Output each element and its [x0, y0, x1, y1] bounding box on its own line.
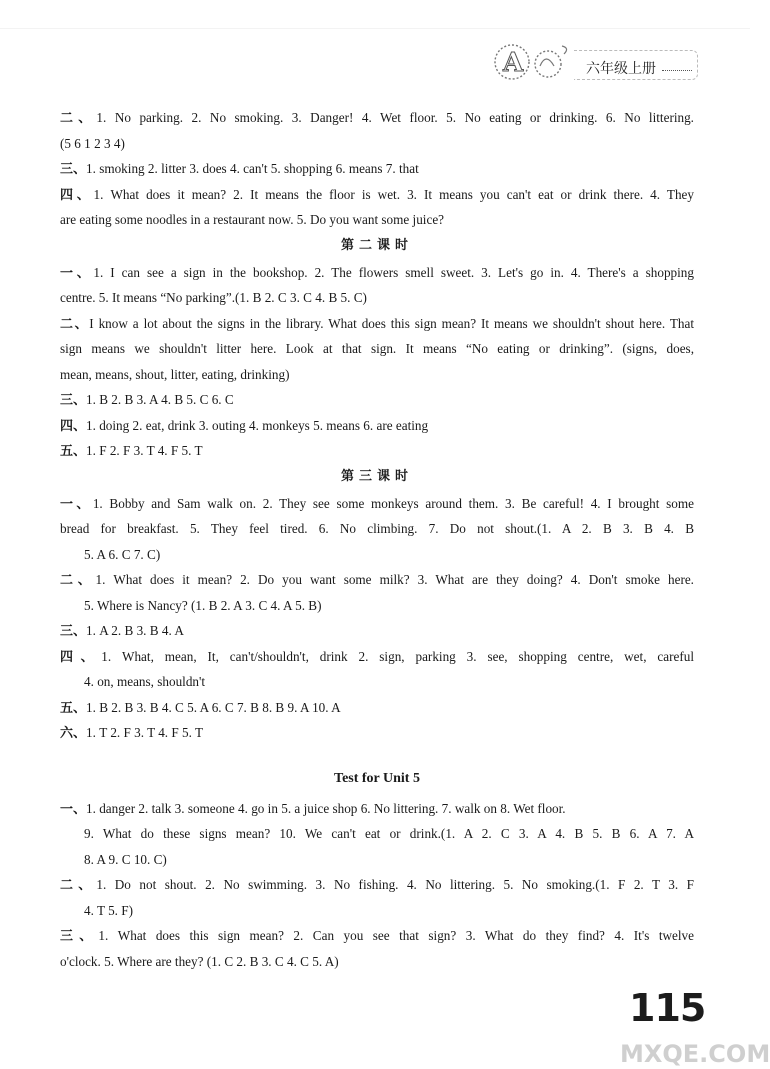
lesson-2-answers: [60, 260, 694, 464]
grade-label: 六年级上册: [586, 61, 656, 77]
answer-line: [60, 821, 694, 847]
book-logo-icon: [492, 38, 576, 82]
answer-text: 1. No parking. 2. No smoking. 3. Danger! 4. Wet floor. 5. No eating or drinking. 6. No littering.: [96, 110, 694, 125]
question-number: 三、: [60, 393, 87, 408]
answer-line: [60, 105, 694, 131]
answer-line: [60, 285, 694, 311]
answer-line: [60, 898, 694, 924]
question-number: 四、: [60, 418, 87, 434]
answer-text: sign means we shouldn't litter here. Look at that sign. It means “No eating or drinking”. (signs, does,: [60, 341, 694, 356]
answer-line: [60, 387, 694, 413]
answer-line: [60, 311, 694, 337]
answer-line: [60, 644, 694, 670]
page-header: [0, 28, 750, 88]
answer-text: 1. I can see a sign in the bookshop. 2. The flowers smell sweet. 3. Let's go in. 4. There's a shopping: [93, 264, 694, 280]
question-number: 三、: [60, 929, 99, 944]
answer-line: [60, 872, 694, 898]
answer-text: 1. What does it mean? 2. Do you want some milk? 3. What are they doing? 4. Don't smoke here.: [95, 572, 694, 587]
unit-answers-block: [60, 105, 694, 233]
question-number: 一、: [60, 265, 94, 281]
answer-text: 1. B 2. B 3. B 4. C 5. A 6. C 7. B 8. B 9. A 10. A: [86, 699, 341, 715]
answer-text: 1. A 2. B 3. B 4. A: [86, 623, 184, 638]
answer-line: [60, 847, 694, 873]
test-answers: [60, 796, 694, 975]
lesson-3-answers: [60, 491, 694, 746]
answer-line: [60, 362, 694, 388]
answer-text: 5. Where is Nancy? (1. B 2. A 3. C 4. A 5. B): [84, 597, 322, 613]
answer-key-content: [60, 105, 694, 974]
answer-text: 1. T 2. F 3. T 4. F 5. T: [86, 725, 204, 740]
test-title: Test for Unit 5: [334, 770, 420, 786]
answer-line: [60, 923, 694, 949]
answer-text: o'clock. 5. Where are they? (1. C 2. B 3. C 4. C 5. A): [60, 953, 339, 969]
answer-text: 9. What do these signs mean? 10. We can't eat or drink.(1. A 2. C 3. A 4. B 5. B 6. A 7. A: [84, 826, 694, 841]
question-number: 二、: [60, 111, 97, 126]
answer-line: [60, 796, 694, 822]
question-number: 一、: [60, 801, 87, 817]
answer-text: 1. F 2. F 3. T 4. F 5. T: [86, 443, 203, 458]
question-number: 二、: [60, 316, 90, 332]
answer-text: (5 6 1 2 3 4): [60, 135, 125, 151]
answer-text: 1. doing 2. eat, drink 3. outing 4. monkeys 5. means 6. are eating: [86, 417, 429, 433]
page-number: 115: [629, 986, 706, 1030]
watermark: MXQE.COM: [620, 1040, 770, 1068]
answer-text: 4. on, means, shouldn't: [84, 674, 206, 689]
question-number: 一、: [60, 496, 93, 512]
question-number: 五、: [60, 444, 87, 459]
answer-text: 1. B 2. B 3. A 4. B 5. C 6. C: [86, 392, 234, 407]
answer-line: [60, 491, 694, 517]
answer-line: [60, 618, 694, 644]
answer-text: mean, means, shout, litter, eating, drinking): [60, 366, 290, 382]
question-number: 二、: [60, 878, 97, 893]
question-number: 五、: [60, 700, 87, 716]
answer-text: 4. T 5. F): [84, 902, 133, 918]
question-number: 四、: [60, 187, 94, 203]
question-number: 六、: [60, 726, 87, 741]
question-number: 四、: [60, 649, 102, 665]
answer-line: [60, 260, 694, 286]
question-number: 三、: [60, 624, 87, 639]
answer-line: [60, 336, 694, 362]
answer-line: [60, 438, 694, 464]
answer-line: [60, 156, 694, 182]
answer-text: are eating some noodles in a restaurant now. 5. Do you want some juice?: [60, 212, 445, 227]
answer-text: 1. Bobby and Sam walk on. 2. They see some monkeys around them. 3. Be careful! 4. I brought some: [92, 495, 694, 511]
logo-letter: A: [503, 48, 524, 78]
answer-text: 1. smoking 2. litter 3. does 4. can't 5. shopping 6. means 7. that: [86, 161, 419, 176]
answer-line: [60, 182, 694, 208]
answer-line: [60, 669, 694, 695]
answer-text: 1. danger 2. talk 3. someone 4. go in 5. a juice shop 6. No littering. 7. walk on 8. Wet floor.: [86, 800, 566, 816]
question-number: 二、: [60, 573, 96, 588]
answer-text: 8. A 9. C 10. C): [84, 851, 167, 867]
answer-text: 1. What does this sign mean? 2. Can you see that sign? 3. What do they find? 4. It's twelve: [98, 928, 694, 943]
answer-text: bread for breakfast. 5. They feel tired. 6. No climbing. 7. Do not shout.(1. A 2. B 3. B 4. B: [60, 521, 694, 536]
grade-dotted-rule: [662, 70, 692, 71]
section-title-lesson-3: 第三课时: [340, 468, 413, 484]
answer-line: [60, 516, 694, 542]
question-number: 三、: [60, 162, 87, 177]
answer-text: I know a lot about the signs in the library. What does this sign mean? It means we shouldn't shout here. That: [89, 315, 694, 331]
header-divider: [0, 28, 750, 29]
answer-text: 1. What does it mean? 2. It means the floor is wet. 3. It means you can't eat or drink there. 4. They: [93, 186, 694, 202]
answer-line: [60, 542, 694, 568]
answer-line: [60, 413, 694, 439]
answer-line: [60, 207, 694, 233]
answer-line: [60, 593, 694, 619]
answer-line: [60, 567, 694, 593]
answer-line: [60, 720, 694, 746]
answer-text: 5. A 6. C 7. C): [84, 546, 161, 562]
answer-text: 1. What, mean, It, can't/shouldn't, drink 2. sign, parking 3. see, shopping centre, wet, careful: [101, 648, 694, 664]
answer-text: 1. Do not shout. 2. No swimming. 3. No fishing. 4. No littering. 5. No smoking.(1. F 2. T 3. F: [96, 877, 694, 892]
section-title-lesson-2: 第二课时: [340, 237, 413, 253]
answer-line: [60, 695, 694, 721]
answer-line: [60, 949, 694, 975]
answer-line: [60, 131, 694, 157]
answer-text: centre. 5. It means “No parking”.(1. B 2. C 3. C 4. B 5. C): [60, 290, 367, 305]
